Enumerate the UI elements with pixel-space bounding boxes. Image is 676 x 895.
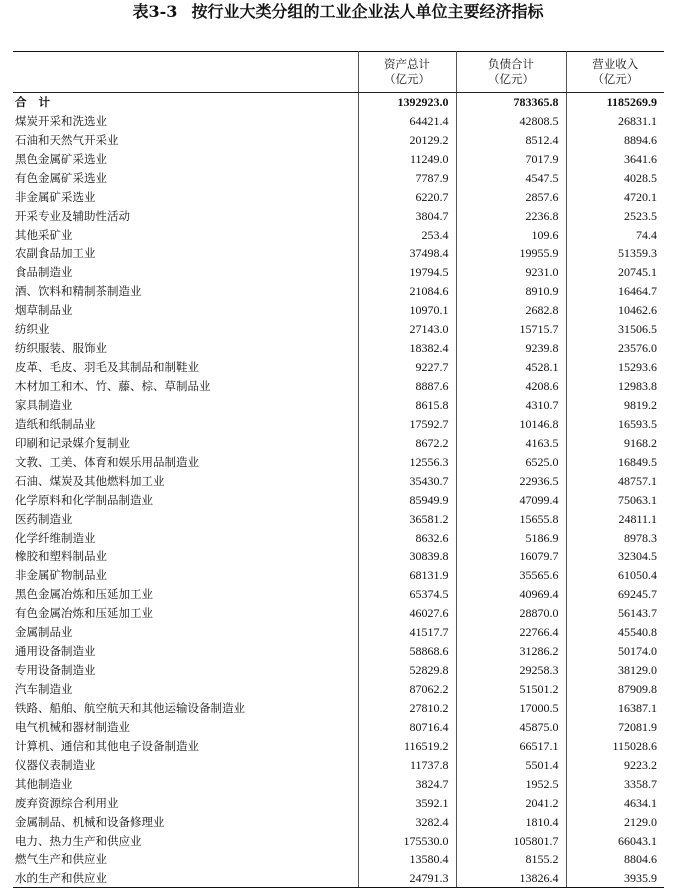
operating-revenue-cell: 66043.1 — [566, 831, 664, 850]
table-row — [13, 187, 664, 206]
operating-revenue-cell: 38129.0 — [566, 661, 664, 680]
total-assets-cell: 27810.2 — [358, 699, 456, 718]
total-row — [13, 93, 664, 112]
operating-revenue-cell: 74.4 — [566, 225, 664, 244]
operating-revenue-cell: 2129.0 — [566, 812, 664, 831]
total-assets-cell: 64421.4 — [358, 111, 456, 130]
table-row — [13, 661, 664, 680]
header-total-assets — [358, 52, 456, 93]
industry-name: 其他制造业 — [15, 776, 73, 791]
total-liabilities-cell: 109.6 — [456, 225, 566, 244]
table-row — [13, 377, 664, 396]
total-liabilities-cell: 45875.0 — [456, 717, 566, 736]
total-assets-cell: 8887.6 — [358, 377, 456, 396]
total-liabilities-cell: 5186.9 — [456, 528, 566, 547]
operating-revenue-cell: 2523.5 — [566, 206, 664, 225]
operating-revenue-cell: 51359.3 — [566, 244, 664, 263]
total-assets-cell: 8672.2 — [358, 433, 456, 452]
total-assets-cell: 68131.9 — [358, 566, 456, 585]
total-assets-cell: 27143.0 — [358, 320, 456, 339]
total-liabilities-cell: 783365.8 — [456, 93, 566, 112]
header-unit: （亿元） — [488, 72, 534, 86]
total-assets-cell: 6220.7 — [358, 187, 456, 206]
table-row — [13, 339, 664, 358]
industry-name: 有色金属矿采选业 — [15, 170, 107, 185]
operating-revenue-cell: 9168.2 — [566, 433, 664, 452]
table-row — [13, 111, 664, 130]
table-number: 表3-3 — [132, 2, 178, 21]
industry-name: 废弃资源综合利用业 — [15, 795, 119, 810]
industry-name: 石油和天然气开采业 — [15, 132, 119, 147]
industry-name: 煤炭开采和洗选业 — [15, 113, 107, 128]
operating-revenue-cell: 10462.6 — [566, 301, 664, 320]
total-liabilities-cell: 19955.9 — [456, 244, 566, 263]
total-assets-cell: 30839.8 — [358, 547, 456, 566]
total-liabilities-cell: 1810.4 — [456, 812, 566, 831]
statistics-table — [13, 51, 664, 888]
industry-name: 造纸和纸制品业 — [15, 416, 96, 431]
total-assets-cell: 11737.8 — [358, 755, 456, 774]
operating-revenue-cell: 75063.1 — [566, 490, 664, 509]
operating-revenue-cell: 9223.2 — [566, 755, 664, 774]
industry-name: 化学纤维制造业 — [15, 530, 96, 545]
industry-name: 石油、煤炭及其他燃料加工业 — [15, 473, 165, 488]
industry-name: 黑色金属冶炼和压延加工业 — [15, 587, 153, 602]
total-liabilities-cell: 6525.0 — [456, 452, 566, 471]
table-row — [13, 452, 664, 471]
total-liabilities-cell: 22936.5 — [456, 471, 566, 490]
total-assets-cell: 3824.7 — [358, 774, 456, 793]
total-liabilities-cell: 16079.7 — [456, 547, 566, 566]
industry-name: 家具制造业 — [15, 397, 73, 412]
table-row — [13, 396, 664, 415]
industry-name: 酒、饮料和精制茶制造业 — [15, 284, 142, 299]
total-assets-cell: 175530.0 — [358, 831, 456, 850]
industry-name: 皮革、毛皮、羽毛及其制品和制鞋业 — [15, 360, 199, 375]
total-liabilities-cell: 4208.6 — [456, 377, 566, 396]
total-liabilities-cell: 4547.5 — [456, 168, 566, 187]
industry-name: 文教、工美、体育和娱乐用品制造业 — [15, 454, 199, 469]
total-assets-cell: 9227.7 — [358, 358, 456, 377]
total-assets-cell: 11249.0 — [358, 149, 456, 168]
table-row — [13, 263, 664, 282]
operating-revenue-cell: 56143.7 — [566, 604, 664, 623]
total-liabilities-cell: 4310.7 — [456, 396, 566, 415]
operating-revenue-cell: 45540.8 — [566, 623, 664, 642]
operating-revenue-cell: 9819.2 — [566, 396, 664, 415]
total-liabilities-cell: 9239.8 — [456, 339, 566, 358]
total-liabilities-cell: 8512.4 — [456, 130, 566, 149]
total-assets-cell: 10970.1 — [358, 301, 456, 320]
table-row — [13, 149, 664, 168]
industry-name: 汽车制造业 — [15, 682, 73, 697]
operating-revenue-cell: 16849.5 — [566, 452, 664, 471]
total-liabilities-cell: 31286.2 — [456, 642, 566, 661]
industry-name: 橡胶和塑料制品业 — [15, 549, 107, 564]
table-row — [13, 320, 664, 339]
operating-revenue-cell: 3641.6 — [566, 149, 664, 168]
industry-name: 水的生产和供应业 — [13, 869, 358, 888]
operating-revenue-cell: 16464.7 — [566, 282, 664, 301]
table-row — [13, 547, 664, 566]
total-assets-cell: 12556.3 — [358, 452, 456, 471]
total-assets-cell: 87062.2 — [358, 680, 456, 699]
operating-revenue-cell: 23576.0 — [566, 339, 664, 358]
total-assets-cell: 80716.4 — [358, 717, 456, 736]
total-liabilities-cell: 35565.6 — [456, 566, 566, 585]
table-row — [13, 301, 664, 320]
industry-name: 非金属矿采选业 — [15, 189, 96, 204]
industry-name: 电力、热力生产和供应业 — [15, 833, 142, 848]
header-industry — [13, 52, 358, 93]
operating-revenue-cell: 3935.9 — [566, 869, 664, 888]
operating-revenue-cell: 31506.5 — [566, 320, 664, 339]
total-liabilities-cell: 1952.5 — [456, 774, 566, 793]
total-liabilities-cell: 2236.8 — [456, 206, 566, 225]
operating-revenue-cell: 32304.5 — [566, 547, 664, 566]
table-row — [13, 471, 664, 490]
total-assets-cell: 24791.3 — [358, 869, 456, 888]
industry-name: 有色金属冶炼和压延加工业 — [15, 606, 153, 621]
total-liabilities-cell: 42808.5 — [456, 111, 566, 130]
industry-name: 医药制造业 — [15, 511, 73, 526]
operating-revenue-cell: 26831.1 — [566, 111, 664, 130]
table-row — [13, 566, 664, 585]
table-caption: 按行业大类分组的工业企业法人单位主要经济指标 — [191, 2, 544, 21]
total-liabilities-cell: 15715.7 — [456, 320, 566, 339]
industry-name: 燃气生产和供应业 — [15, 852, 107, 867]
operating-revenue-cell: 8978.3 — [566, 528, 664, 547]
industry-name: 印刷和记录媒介复制业 — [15, 435, 130, 450]
industry-name: 仪器仪表制造业 — [15, 757, 96, 772]
industry-name: 食品制造业 — [15, 265, 73, 280]
operating-revenue-cell: 3358.7 — [566, 774, 664, 793]
table-row — [13, 869, 664, 888]
total-liabilities-cell: 2857.6 — [456, 187, 566, 206]
operating-revenue-cell: 16593.5 — [566, 414, 664, 433]
table-row — [13, 206, 664, 225]
header-row — [13, 52, 664, 93]
table-title — [0, 2, 676, 22]
operating-revenue-cell: 87909.8 — [566, 680, 664, 699]
industry-name: 开采专业及辅助性活动 — [15, 208, 130, 223]
total-assets-cell: 36581.2 — [358, 509, 456, 528]
total-liabilities-cell: 10146.8 — [456, 414, 566, 433]
table-row — [13, 699, 664, 718]
operating-revenue-cell: 24811.1 — [566, 509, 664, 528]
table-row — [13, 623, 664, 642]
industry-name: 铁路、船舶、航空航天和其他运输设备制造业 — [15, 700, 245, 715]
table-row — [13, 244, 664, 263]
table-row — [13, 831, 664, 850]
total-assets-cell: 13580.4 — [358, 850, 456, 869]
table-row — [13, 490, 664, 509]
industry-name: 黑色金属矿采选业 — [15, 151, 107, 166]
operating-revenue-cell: 115028.6 — [566, 736, 664, 755]
total-liabilities-cell: 9231.0 — [456, 263, 566, 282]
operating-revenue-cell: 12983.8 — [566, 377, 664, 396]
total-liabilities-cell: 40969.4 — [456, 585, 566, 604]
total-assets-cell: 46027.6 — [358, 604, 456, 623]
total-liabilities-cell: 2682.8 — [456, 301, 566, 320]
total-liabilities-cell: 105801.7 — [456, 831, 566, 850]
total-assets-cell: 3592.1 — [358, 793, 456, 812]
total-assets-cell: 1392923.0 — [358, 93, 456, 112]
industry-name: 计算机、通信和其他电子设备制造业 — [15, 738, 199, 753]
table-row — [13, 433, 664, 452]
total-liabilities-cell: 51501.2 — [456, 680, 566, 699]
table-row — [13, 642, 664, 661]
total-liabilities-cell: 13826.4 — [456, 869, 566, 888]
total-liabilities-cell: 17000.5 — [456, 699, 566, 718]
total-assets-cell: 8615.8 — [358, 396, 456, 415]
total-liabilities-cell: 4528.1 — [456, 358, 566, 377]
total-assets-cell: 37498.4 — [358, 244, 456, 263]
table-row — [13, 680, 664, 699]
operating-revenue-cell: 8894.6 — [566, 130, 664, 149]
total-liabilities-cell: 22766.4 — [456, 623, 566, 642]
total-liabilities-cell: 29258.3 — [456, 661, 566, 680]
industry-name: 纺织业 — [15, 322, 50, 337]
table-row — [13, 717, 664, 736]
operating-revenue-cell: 16387.1 — [566, 699, 664, 718]
total-assets-cell: 21084.6 — [358, 282, 456, 301]
operating-revenue-cell: 4634.1 — [566, 793, 664, 812]
industry-name: 通用设备制造业 — [15, 644, 96, 659]
table-row — [13, 812, 664, 831]
table-row — [13, 774, 664, 793]
table-row — [13, 414, 664, 433]
table-row — [13, 168, 664, 187]
table-row — [13, 850, 664, 869]
header-label: 营业收入 — [592, 57, 639, 71]
total-assets-cell: 20129.2 — [358, 130, 456, 149]
industry-name: 其他采矿业 — [15, 227, 73, 242]
table-row — [13, 793, 664, 812]
total-liabilities-cell: 47099.4 — [456, 490, 566, 509]
total-liabilities-cell: 5501.4 — [456, 755, 566, 774]
operating-revenue-cell: 4720.1 — [566, 187, 664, 206]
operating-revenue-cell: 61050.4 — [566, 566, 664, 585]
header-unit: （亿元） — [384, 72, 430, 86]
total-assets-cell: 3282.4 — [358, 812, 456, 831]
operating-revenue-cell: 48757.1 — [566, 471, 664, 490]
industry-name: 化学原料和化学制品制造业 — [15, 492, 153, 507]
table-row — [13, 130, 664, 149]
total-assets-cell: 18382.4 — [358, 339, 456, 358]
industry-name: 农副食品加工业 — [15, 246, 96, 261]
total-assets-cell: 41517.7 — [358, 623, 456, 642]
header-total-liabilities — [456, 52, 566, 93]
total-liabilities-cell: 8910.9 — [456, 282, 566, 301]
table-row — [13, 509, 664, 528]
total-liabilities-cell: 66517.1 — [456, 736, 566, 755]
table-row — [13, 736, 664, 755]
operating-revenue-cell: 50174.0 — [566, 642, 664, 661]
total-assets-cell: 52829.8 — [358, 661, 456, 680]
total-assets-cell: 116519.2 — [358, 736, 456, 755]
operating-revenue-cell: 15293.6 — [566, 358, 664, 377]
total-assets-cell: 253.4 — [358, 225, 456, 244]
total-assets-cell: 19794.5 — [358, 263, 456, 282]
total-assets-cell: 35430.7 — [358, 471, 456, 490]
header-label: 资产总计 — [384, 57, 430, 71]
table-row — [13, 358, 664, 377]
table-row — [13, 755, 664, 774]
total-assets-cell: 17592.7 — [358, 414, 456, 433]
industry-name: 烟草制品业 — [15, 303, 73, 318]
operating-revenue-cell: 69245.7 — [566, 585, 664, 604]
industry-name: 金属制品、机械和设备修理业 — [15, 814, 165, 829]
industry-name: 金属制品业 — [15, 625, 73, 640]
operating-revenue-cell: 20745.1 — [566, 263, 664, 282]
operating-revenue-cell: 72081.9 — [566, 717, 664, 736]
industry-name: 非金属矿物制品业 — [15, 568, 107, 583]
total-assets-cell: 7787.9 — [358, 168, 456, 187]
total-liabilities-cell: 15655.8 — [456, 509, 566, 528]
total-assets-cell: 65374.5 — [358, 585, 456, 604]
total-assets-cell: 3804.7 — [358, 206, 456, 225]
total-liabilities-cell: 2041.2 — [456, 793, 566, 812]
industry-name: 专用设备制造业 — [15, 663, 96, 678]
table-row — [13, 604, 664, 623]
industry-name: 纺织服装、服饰业 — [15, 341, 107, 356]
table-row — [13, 528, 664, 547]
industry-name: 木材加工和木、竹、藤、棕、草制品业 — [15, 379, 211, 394]
header-operating-revenue — [566, 52, 664, 93]
industry-name: 电气机械和器材制造业 — [15, 719, 130, 734]
total-assets-cell: 8632.6 — [358, 528, 456, 547]
header-unit: （亿元） — [592, 72, 639, 86]
table-row — [13, 585, 664, 604]
total-liabilities-cell: 28870.0 — [456, 604, 566, 623]
total-liabilities-cell: 7017.9 — [456, 149, 566, 168]
header-label: 负债合计 — [488, 57, 534, 71]
operating-revenue-cell: 8804.6 — [566, 850, 664, 869]
operating-revenue-cell: 1185269.9 — [566, 93, 664, 112]
table-row — [13, 282, 664, 301]
total-assets-cell: 58868.6 — [358, 642, 456, 661]
total-liabilities-cell: 4163.5 — [456, 433, 566, 452]
table-row — [13, 225, 664, 244]
industry-name: 合 计 — [15, 95, 55, 110]
total-assets-cell: 85949.9 — [358, 490, 456, 509]
total-liabilities-cell: 8155.2 — [456, 850, 566, 869]
operating-revenue-cell: 4028.5 — [566, 168, 664, 187]
